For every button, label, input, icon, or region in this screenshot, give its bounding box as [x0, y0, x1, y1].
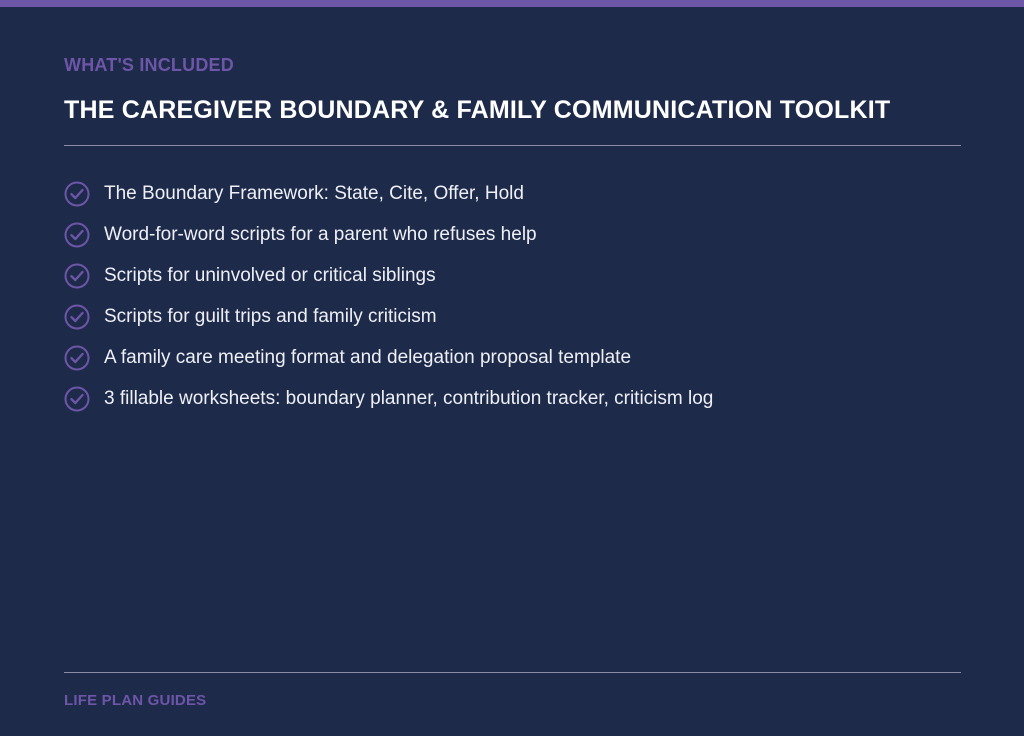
check-circle-icon: [64, 386, 90, 412]
footer-divider: [64, 672, 961, 673]
check-circle-icon: [64, 263, 90, 289]
section-eyebrow: WHAT'S INCLUDED: [64, 55, 234, 75]
list-item: [64, 378, 713, 419]
list-item: [64, 214, 713, 255]
check-circle-icon: [64, 222, 90, 248]
list-item-text: Word-for-word scripts for a parent who refuses help: [104, 223, 537, 245]
list-item: [64, 173, 713, 214]
list-item-text: 3 fillable worksheets: boundary planner, contribution tracker, criticism log: [104, 387, 714, 409]
check-circle-icon: [64, 181, 90, 207]
list-item-text: A family care meeting format and delegation proposal template: [104, 346, 632, 368]
list-item: [64, 296, 713, 337]
list-item-text: Scripts for guilt trips and family criticism: [104, 305, 437, 327]
check-circle-icon: [64, 304, 90, 330]
list-item: [64, 255, 713, 296]
top-accent-bar: [0, 0, 1024, 7]
check-circle-icon: [64, 345, 90, 371]
included-items-list: [64, 173, 713, 419]
header-divider: [64, 145, 961, 146]
footer-brand: LIFE PLAN GUIDES: [64, 692, 207, 709]
list-item-text: Scripts for uninvolved or critical siblings: [104, 264, 436, 286]
page-title: THE CAREGIVER BOUNDARY & FAMILY COMMUNICATION TOOLKIT: [64, 96, 891, 124]
list-item: [64, 337, 713, 378]
list-item-text: The Boundary Framework: State, Cite, Offer, Hold: [104, 182, 524, 204]
